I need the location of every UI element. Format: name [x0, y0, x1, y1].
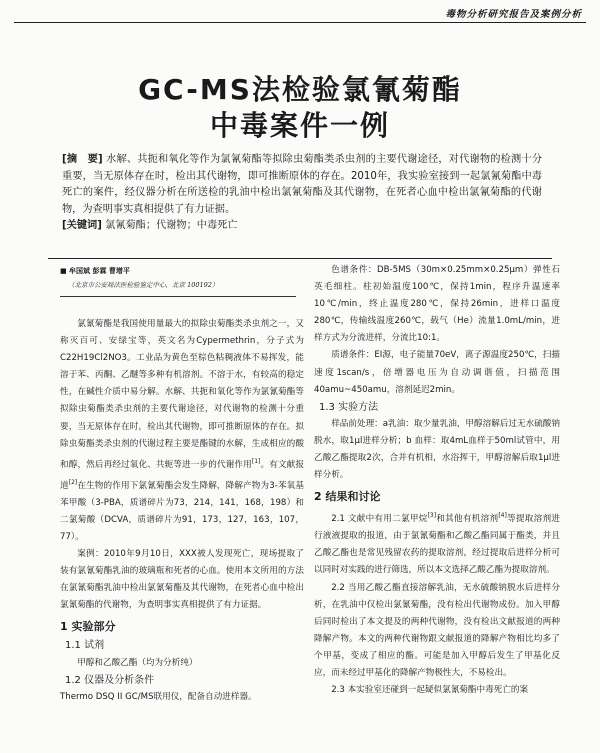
title-line-2: 中毒案件一例 [209, 109, 390, 142]
keywords [62, 218, 542, 235]
abstract-label: [摘 要] [62, 154, 103, 165]
result-2-2: 2.2 当用乙酸乙酯直接溶解乳油，无水硫酸钠脱水后进样分析，在乳油中仅检出氯氰菊酯，没有检出代谢物成份。加入甲醇后同时检出了本文提及的两种代谢物，没有检出文献报道的两种降解产物。本文的两种代谢物跟文献报道的降解产物相比均多了个甲基，变成了相应的酯。可能是加入甲醇后发生了甲基化反应，而未经过甲基化的降解产物极性大，不易检出。 [314, 582, 560, 679]
citation: [1] [251, 457, 261, 465]
citation: [2] [68, 478, 78, 486]
header-rule [14, 22, 586, 23]
abstract-text: 水解、共扼和氧化等作为氯氰菊酯等拟除虫菊酯类杀虫剂的主要代谢途径，对代谢物的检测十分重要，当无原体存在时，检出其代谢物，即可推断原体的存在。2010年，我实验室接到一起氯氰菊酯中毒死亡的案件，经仪器分析在所送检的乳油中检出氯氰菊酯及其代谢物，在死者心血中检出氯氰菊酯的代谢物，为查明事实真相提供了有力证据。 [62, 154, 543, 215]
paper-title [0, 72, 600, 144]
left-column [60, 316, 304, 706]
affiliation: （北京市公安局法医检验鉴定中心，北京 100192） [68, 281, 219, 289]
title-line-1: GC-MS法检验氯氰菊酯 [138, 73, 462, 106]
abstract-divider [48, 258, 552, 259]
keywords-label: [关键词] [62, 220, 102, 231]
citation: [3] [427, 512, 437, 520]
case-paragraph: 案例：2010年9月10日，XXX被人发现死亡，现场提取了装有氯氰菊酯乳油的玻璃瓶和死者的心血。使用本文所用的方法在氯氰菊酯乳油中检出氯氰菊酯及其代谢物，在死者心血中检出氯氰菊酯的代谢物，为查明事实真相提供了有力证据。 [60, 548, 304, 611]
subsection-method: 1.3 实验方法 [319, 401, 379, 413]
ms-conditions: 质谱条件：EI源，电子能量70eV，离子源温度250℃，扫描速度1scan/s，倍增器电压为自动调谐值，扫描范围40amu~450amu，溶剂延迟2min。 [314, 350, 560, 395]
section-heading-experiment: 1 实验部分 [60, 620, 116, 634]
chromatography-conditions: 色谱条件：DB-5MS（30m×0.25mm×0.25μm）弹性石英毛细柱。柱初始温度100℃，保持1min，程序升温速率10℃/min，终止温度280℃，保持26min，进样口温度280℃，传输线温度260℃，载气（He）流量1.0mL/min，进样方式为分流进样，分流比10:1。 [314, 265, 560, 344]
authors: ■ 牟国斌 彭霖 曹增平 [60, 267, 130, 275]
abstract-body [62, 152, 542, 218]
running-header: 毒物分析研究报告及案例分析 [445, 9, 582, 20]
section-heading-results: 2 结果和讨论 [314, 490, 381, 504]
subsection-instrument: 1.2 仪器及分析条件 [65, 674, 155, 686]
right-column [314, 262, 560, 699]
method-text: 样品前处理：a乳油：取少量乳油，甲醇溶解后过无水硫酸钠脱水，取1μl进样分析；b 血样：取4mL血样于50ml试管中，用乙酸乙酯提取2次，合并有机相，水浴挥干，甲醇溶解后取1μl进样分析。 [314, 418, 560, 481]
instrument-text: Thermo DSQ II GC/MS联用仪，配备自动进样器。 [60, 691, 257, 702]
result-2-3: 2.3 本实验室还碰到一起疑似氯氰菊酯中毒死亡的案 [331, 685, 529, 696]
keywords-text: 氯氰菊酯；代谢物；中毒死亡 [105, 220, 238, 231]
reagents-text: 甲醇和乙酸乙酯（均为分析纯） [77, 657, 198, 668]
citation: [4] [498, 512, 507, 520]
intro-paragraph: 氯氰菊酯是我国使用量最大的拟除虫菊酯类杀虫剂之一，又称灭百可、安绿宝等，英文名为Cypermethrin，分子式为C22H19Cl2NO3。工业品为黄色至棕色粘稠液体不易挥发，能溶于苯、丙酮、乙醚等多种有机溶剂。不溶于水，有较高的稳定性，在碱性介质中易分解。水解、共扼和氧化等作为氯氰菊酯等拟除虫菊酯类杀虫剂的主要代谢途径，对代谢物的检测十分重要，当无原体存在时，检出其代谢物，即可推断原体的存在。拟除虫菊酯类杀虫剂的代谢过程主要是酯键的水解，生成相应的酸和醇，然后再经过氧化、共轭等进一步的代谢作用[1]。有文献报道[2]在生物的作用下氯氰菊酯会发生降解，降解产物为3-苯氧基苯甲酸（3-PBA，质谱碎片为73，214，141，168，198）和二氯菊酸（DCVA，质谱碎片为91，173，127，163，107，77）。 [60, 319, 304, 542]
subsection-reagents: 1.1 试剂 [65, 640, 105, 652]
abstract [62, 152, 542, 235]
author-divider [60, 296, 296, 297]
result-2-1: 2.1 文献中有用二氯甲烷[3]和其他有机溶剂[4]等提取溶剂进行液液提取的报道，由于氯氰菊酯和乙酸乙酯同属于酯类，并且乙酸乙酯也是常见残留农药的提取溶剂，经过提取后进样分析可以同时对实践的进行筛选，所以本文选择乙酸乙酯为提取溶剂。 [314, 512, 560, 576]
